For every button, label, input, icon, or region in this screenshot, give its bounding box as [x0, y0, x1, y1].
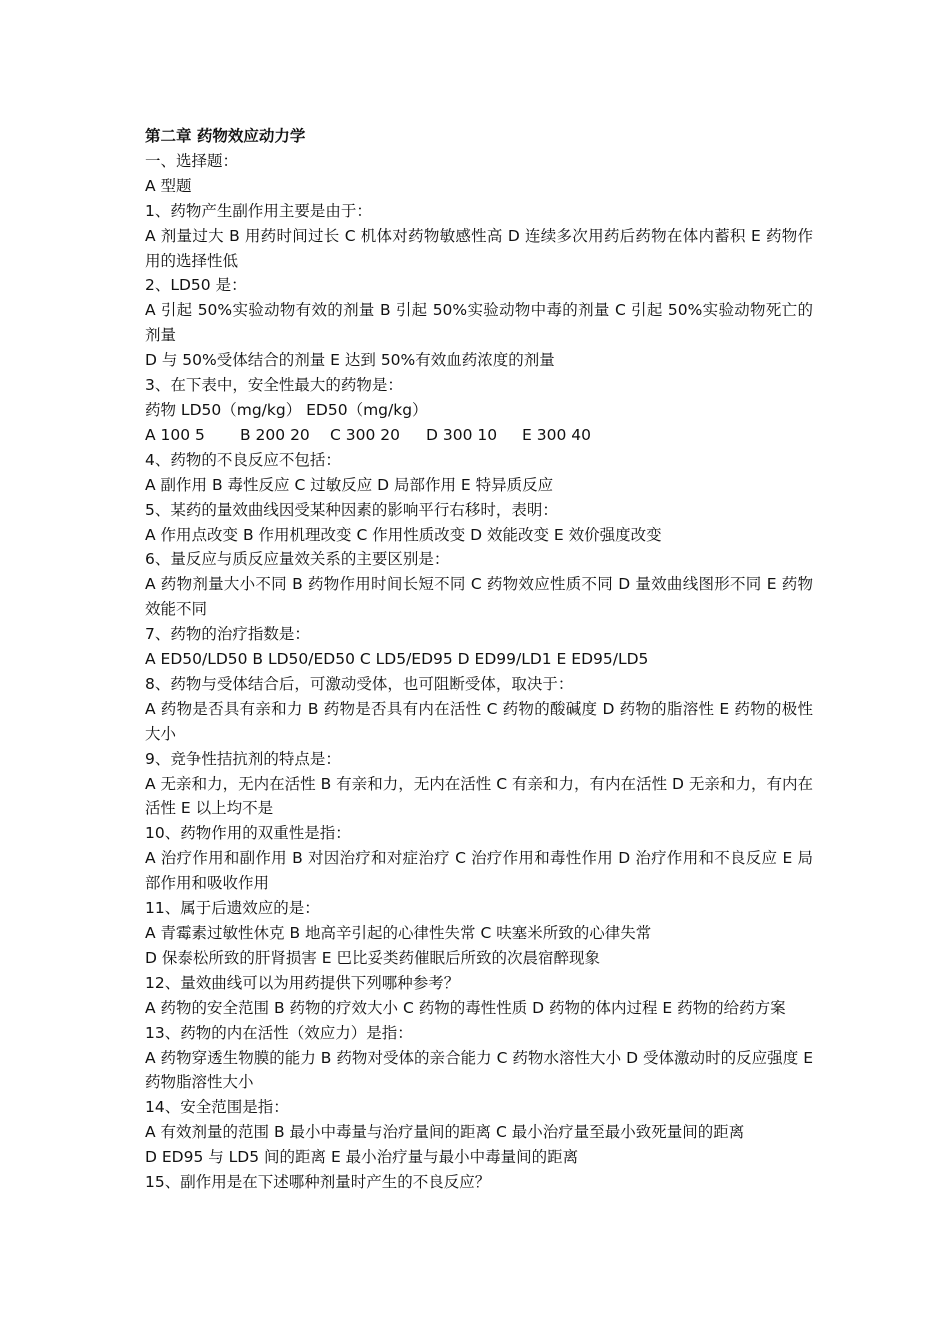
options-12: A 药物的安全范围 B 药物的疗效大小 C 药物的毒性性质 D 药物的体内过程 E 药物的给药方案 [145, 998, 786, 1017]
options-5: A 作用点改变 B 作用机理改变 C 作用性质改变 D 效能改变 E 效价强度改变 [145, 525, 662, 544]
question-7: 7、药物的治疗指数是： [145, 625, 310, 644]
question-6: 6、量反应与质反应量效关系的主要区别是： [145, 550, 450, 569]
table-options-3 [145, 423, 813, 448]
options-14a: A 有效剂量的范围 B 最小中毒量与治疗量间的距离 C 最小治疗量至最小致死量间的距离 [145, 1123, 745, 1142]
question-10: 10、药物作用的双重性是指： [145, 824, 351, 843]
question-5: 5、某药的量效曲线因受某种因素的影响平行右移时，表明： [145, 500, 558, 519]
question-3: 3、在下表中，安全性最大的药物是： [145, 376, 403, 395]
options-2b: D 与 50%受体结合的剂量 E 达到 50%有效血药浓度的剂量 [145, 351, 555, 370]
options-2a: A 引起 50%实验动物有效的剂量 B 引起 50%实验动物中毒的剂量 C 引起 50%实验动物死亡的剂量 [145, 301, 813, 345]
option-3e: E 300 40 [522, 425, 591, 444]
options-7: A ED50/LD50 B LD50/ED50 C LD5/ED95 D ED99/LD1 E ED95/LD5 [145, 650, 649, 669]
question-14: 14、安全范围是指： [145, 1098, 289, 1117]
question-15: 15、副作用是在下述哪种剂量时产生的不良反应？ [145, 1173, 491, 1192]
option-3b: B 200 20 [240, 425, 310, 444]
options-1: A 剂量过大 B 用药时间过长 C 机体对药物敏感性高 D 连续多次用药后药物在体内蓄积 E 药物作用的选择性低 [145, 226, 813, 270]
options-4: A 副作用 B 毒性反应 C 过敏反应 D 局部作用 E 特异质反应 [145, 475, 554, 494]
table-header-3: 药物 LD50（mg/kg） ED50（mg/kg） [145, 400, 428, 419]
document-body [145, 124, 813, 1195]
option-3a: A 100 5 [145, 425, 205, 444]
question-13: 13、药物的内在活性（效应力）是指： [145, 1023, 413, 1042]
question-11: 11、属于后遗效应的是： [145, 899, 320, 918]
question-4: 4、药物的不良反应不包括： [145, 450, 341, 469]
question-8: 8、药物与受体结合后，可激动受体，也可阻断受体，取决于： [145, 674, 574, 693]
question-12: 12、量效曲线可以为用药提供下列哪种参考？ [145, 973, 460, 992]
section-heading: 一、选择题： [145, 151, 239, 170]
options-6: A 药物剂量大小不同 B 药物作用时间长短不同 C 药物效应性质不同 D 量效曲线图形不同 E 药物效能不同 [145, 575, 813, 619]
options-11b: D 保泰松所致的肝肾损害 E 巴比妥类药催眠后所致的次晨宿醉现象 [145, 948, 601, 967]
options-10: A 治疗作用和副作用 B 对因治疗和对症治疗 C 治疗作用和毒性作用 D 治疗作用和不良反应 E 局部作用和吸收作用 [145, 849, 813, 893]
options-8: A 药物是否具有亲和力 B 药物是否具有内在活性 C 药物的酸碱度 D 药物的脂溶性 E 药物的极性大小 [145, 699, 813, 743]
question-2: 2、LD50 是： [145, 276, 247, 295]
subsection-heading: A 型题 [145, 176, 192, 195]
options-14b: D ED95 与 LD5 间的距离 E 最小治疗量与最小中毒量间的距离 [145, 1148, 579, 1167]
option-3c: C 300 20 [330, 425, 400, 444]
options-9: A 无亲和力，无内在活性 B 有亲和力，无内在活性 C 有亲和力，有内在活性 D 无亲和力，有内在活性 E 以上均不是 [145, 774, 813, 818]
options-11a: A 青霉素过敏性休克 B 地高辛引起的心律性失常 C 呋塞米所致的心律失常 [145, 924, 652, 942]
question-9: 9、竞争性拮抗剂的特点是： [145, 749, 341, 768]
option-3d: D 300 10 [426, 425, 498, 444]
options-13: A 药物穿透生物膜的能力 B 药物对受体的亲合能力 C 药物水溶性大小 D 受体激动时的反应强度 E 药物脂溶性大小 [145, 1048, 813, 1092]
question-1: 1、药物产生副作用主要是由于： [145, 201, 372, 220]
chapter-title: 第二章 药物效应动力学 [145, 127, 306, 145]
